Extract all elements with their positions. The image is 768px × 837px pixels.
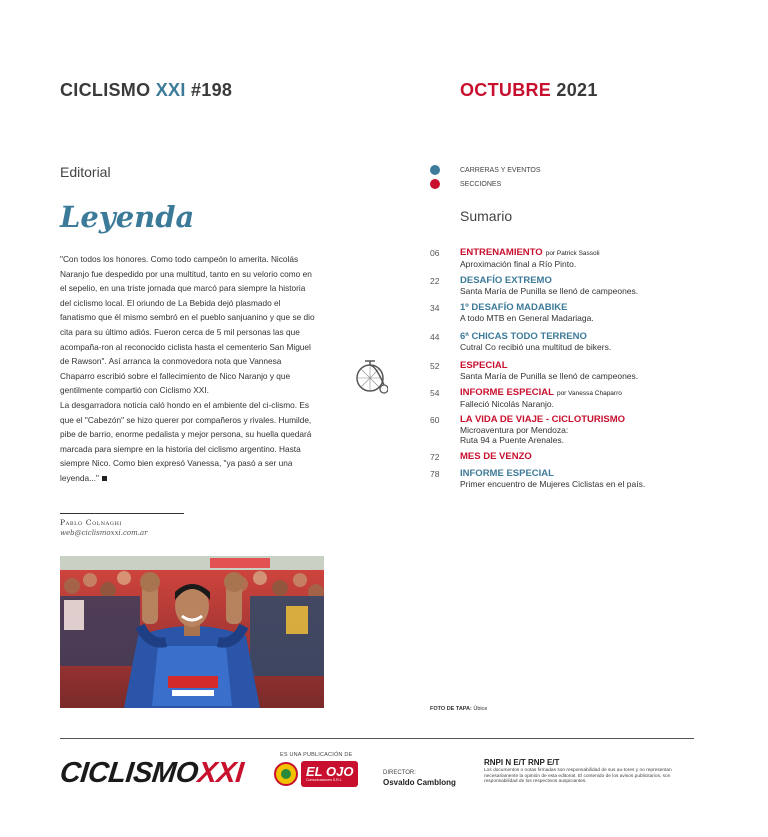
toc-description: Microaventura por Mendoza:	[460, 425, 569, 435]
legend-item	[430, 165, 541, 175]
issue-year: 2021	[556, 80, 598, 100]
publisher-label: ES UNA PUBLICACIÓN DE	[280, 752, 353, 758]
toc-title: INFORME ESPECIAL	[460, 468, 554, 479]
author-name: Pablo Colnaghi	[60, 518, 123, 527]
toc-entry[interactable]	[430, 331, 730, 352]
toc-page-number: 60	[430, 415, 440, 425]
el-ojo-name: EL OJO	[306, 763, 354, 779]
toc-entry[interactable]	[430, 414, 730, 445]
toc-page-number: 22	[430, 276, 440, 286]
toc-description: Primer encuentro de Mujeres Ciclistas en el país.	[460, 479, 646, 489]
issue-number: #198	[190, 80, 233, 100]
logo-accent: XXI	[196, 757, 245, 789]
toc-page-number: 44	[430, 332, 440, 342]
issue-month: OCTUBRE	[460, 80, 552, 100]
editorial-body	[60, 252, 316, 486]
toc-entry[interactable]	[430, 451, 730, 462]
el-ojo-logo	[274, 760, 366, 788]
cover-photo-credit	[430, 706, 487, 712]
publication-name: CICLISMO	[60, 80, 151, 100]
end-of-article-mark	[102, 476, 107, 481]
author-email: web@ciclismoxxi.com.ar	[60, 529, 148, 537]
signature-divider	[60, 513, 184, 514]
publication-accent: XXI	[155, 80, 186, 100]
toc-page-number: 06	[430, 248, 440, 258]
toc-page-number: 78	[430, 469, 440, 479]
toc-entry[interactable]	[430, 387, 730, 409]
editorial-title: Leyenda	[60, 200, 195, 234]
penny-farthing-bicycle-icon	[356, 354, 388, 399]
ciclismo-xxi-logo	[58, 757, 244, 790]
toc-page-number: 34	[430, 303, 440, 313]
magazine-title	[60, 80, 232, 101]
toc-description: Cutral Co recibió una multitud de bikers.	[460, 342, 612, 352]
cover-photo-label: FOTO DE TAPA:	[430, 706, 472, 712]
toc-entry[interactable]	[430, 302, 730, 323]
toc-description: Santa María de Punilla se llenó de campeones.	[460, 371, 639, 381]
toc-title: DESAFÍO EXTREMO	[460, 275, 552, 286]
editorial-paragraph	[60, 398, 316, 486]
toc-entry[interactable]	[430, 247, 730, 269]
editorial-section-label: Editorial	[60, 164, 111, 180]
toc-description: Aproximación final a Río Pinto.	[460, 259, 577, 269]
blue-dot-icon	[430, 165, 440, 175]
director-name: Osvaldo Camblong	[383, 778, 456, 787]
toc-entry[interactable]	[430, 360, 730, 381]
director-label: DIRECTOR:	[383, 770, 416, 776]
toc-byline: por Patrick Sassoli	[545, 250, 600, 257]
registration-number: RNPI N E/T RNP E/T	[484, 758, 560, 767]
toc-page-number: 54	[430, 388, 440, 398]
toc-title: ENTRENAMIENTO	[460, 247, 543, 258]
toc-page-number: 72	[430, 452, 440, 462]
issue-date	[460, 80, 598, 101]
toc-title: ESPECIAL	[460, 360, 508, 371]
toc-description: A todo MTB en General Madariaga.	[460, 313, 594, 323]
toc-entry[interactable]	[430, 275, 730, 296]
toc-byline: por Vanessa Chaparro	[556, 390, 622, 397]
cover-photo-author: Úbice	[473, 706, 488, 712]
legend-item	[430, 179, 501, 189]
summary-title: Sumario	[460, 208, 513, 224]
toc-entry[interactable]	[430, 468, 730, 489]
toc-description: Ruta 94 a Puente Arenales.	[460, 435, 564, 445]
toc-description: Falleció Nicolás Naranjo.	[460, 399, 555, 409]
eye-icon	[274, 762, 298, 786]
toc-title: LA VIDA DE VIAJE - CICLOTURISMO	[460, 414, 626, 425]
toc-title: INFORME ESPECIAL	[460, 387, 554, 398]
cyclist-photo	[60, 556, 324, 708]
logo-text: CICLISMO	[58, 757, 200, 789]
toc-description: Santa María de Punilla se llenó de campeones.	[460, 286, 639, 296]
legal-disclaimer: Los documentos o notas firmadas son responsabilidad de sus au-tores y no representan necesariamente la opinión de esta editorial. El contenido de los avisos publicitarios, son responsabilidad de los respectivos auspiciantes.	[484, 768, 672, 785]
legend-label: CARRERAS Y EVENTOS	[460, 166, 541, 174]
toc-title: MES DE VENZO	[460, 451, 532, 462]
legend-label: SECCIONES	[460, 180, 502, 188]
red-dot-icon	[430, 179, 440, 189]
el-ojo-subtitle: Comunicaciones S.R.L.	[306, 777, 343, 782]
toc-page-number: 52	[430, 361, 440, 371]
footer-divider	[60, 738, 694, 739]
toc-title: 6ª CHICAS TODO TERRENO	[460, 331, 587, 342]
editorial-paragraph-text: La desgarradora noticia caló hondo en el ambiente del ci-clismo. Es que el "Cabezón" se hizo querer por compañeros y rivales. Humilde, pibe de barrio, enorme pedalista y mejor persona, su huella quedará marcada para siempre en la historia del ciclismo argentino. Hasta siempre Nico. Como bien expresó Vanessa, "ya pasó a ser una leyenda..."	[60, 399, 312, 483]
editorial-paragraph: "Con todos los honores. Como todo campeón lo amerita. Nicolás Naranjo fue despedido por una multitud, tanto en su velorio como en el sepelio, en una triste jornada que marcó para siempre la historia del ciclismo local. El oriundo de La Bebida dejó plasmado el fanatismo que él mismo sembró en el pueblo sanjuanino y que se dio cita para su último adiós. Fueron cerca de 5 mil personas las que acompaña-ron al reconocido ciclista hasta el cementerio San Miguel de Rawson". Así arranca la conmovedora nota que Vannesa Chaparro escribió sobre el fallecimiento de Nico Naranjo y que gentilmente compartió con Ciclismo XXI.	[60, 254, 315, 396]
toc-title: 1º DESAFÍO MADABIKE	[460, 302, 568, 313]
